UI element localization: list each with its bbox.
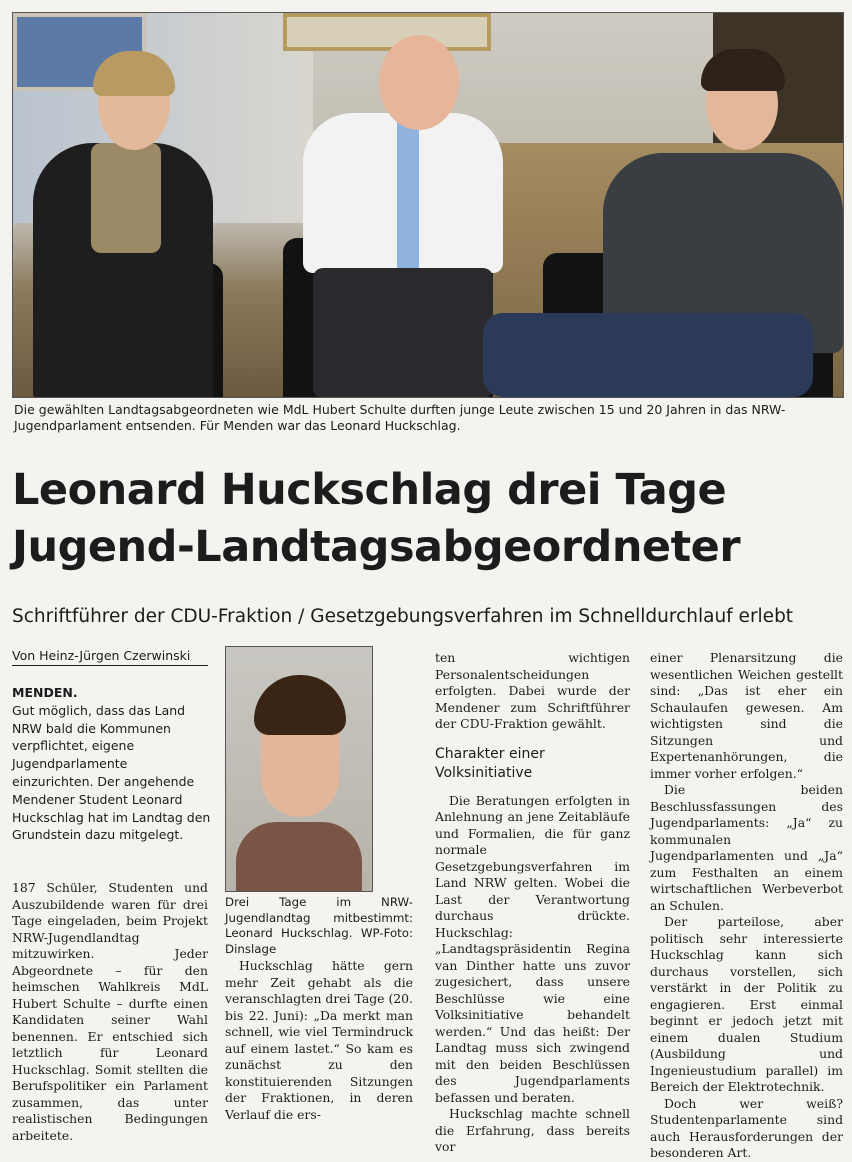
col1-paragraph-1: 187 Schüler, Studenten und Auszubildende waren für drei Tage eingeladen, beim Projekt NRW-Jugendlandtag mitzuwirken. Jeder Abgeordnete – für den heimschen Wahlkreis MdL Hubert Schulte – durfte einen Kandidaten seiner Wahl benennen. Er entschied sich letztlich für Leonard Huckschlag. Somit stellten die Berufspolitiker ein Parlament zusammen, das unter realistischen Bedingungen arbeitete.: [12, 880, 208, 1143]
col4-paragraph-4: Doch wer weiß? Studentenparlamente sind auch Herausforderungen der besonderen Art.: [650, 1095, 843, 1160]
byline: Von Heinz-Jürgen Czerwinski: [12, 648, 208, 666]
col4-paragraph-2: Die beiden Beschlussfassungen des Jugendparlaments: „Ja“ zu kommunalen Jugendparlamenten und „Ja“ zum Festhalten an einem wirtschaftlichen Werbeverbot an Schulen.: [650, 782, 843, 913]
col4-paragraph-1: einer Plenarsitzung die wesentlichen Weichen gestellt sind: „Das ist eher ein Schaulaufen gewesen. Am wichtigsten sind die Sitzungen und Expertenanhörungen, die immer vorher erfolgen.“: [650, 650, 843, 781]
portrait-hair: [254, 675, 346, 735]
photo-politician-trousers: [313, 268, 493, 398]
photo-politician-tie: [397, 118, 419, 268]
article-column-4: [650, 650, 843, 1162]
photo-politician-head: [379, 35, 459, 130]
col3-subhead: Charakter einer Volksinitiative: [435, 745, 545, 781]
lead-paragraph: [12, 684, 212, 844]
lead-text: Gut möglich, dass das Land NRW bald die Kommunen verpflichtet, eigene Jugendparlamente einzurichten. Der angehende Mendener Student Leonard Huckschlag hat im Landtag den Grundstein dazu mitgelegt.: [12, 702, 211, 843]
photo-caption: Die gewählten Landtagsabgeordneten wie MdL Hubert Schulte durften junge Leute zwischen 15 und 20 Jahren in das NRW-Jugendparlament entsenden. Für Menden war das Leonard Huckschlag.: [14, 402, 786, 433]
article-column-2: [225, 958, 413, 1123]
col3-paragraph-2: Die Beratungen erfolgten in Anlehnung an jene Zeitabläufe und Formalien, die für ganz normale Gesetzgebungsverfahren im Land NRW gelten. Wobei die Last der Verantwortung durchaus drückte. Huckschlag: „Landtagspräsidentin Regina van Dinther hatte uns zuvor zugesichert, dass unsere Beschlüsse wie eine Volksinitiative behandelt werden.“ Und das heißt: Der Landtag muss sich zwingend mit den beiden Beschlüssen des Jugendparlaments befassen und beraten.: [435, 792, 630, 1105]
col2-paragraph-1: Huckschlag hätte gern mehr Zeit gehabt als die veranschlagten drei Tage (20. bis 22. Juni): „Da merkt man schnell, wie viel Termindruck auf einem lastet.“ So kam es zunächst zu den konstituierenden Sitzungen der Fraktionen, in deren Verlauf die ers-: [225, 958, 413, 1122]
photo-painting-frame: [283, 13, 491, 51]
headline-line-1: Leonard Huckschlag drei Tage: [12, 465, 727, 515]
col3-paragraph-3: Huckschlag machte schnell die Erfahrung, dass bereits vor: [435, 1106, 630, 1154]
col3-paragraph-1: ten wichtigen Personalentscheidungen erfolgten. Dabei wurde der Mendener zum Schriftführer der CDU-Fraktion gewählt.: [435, 650, 630, 731]
main-photo: [12, 12, 844, 398]
article-column-3: [435, 650, 630, 1156]
portrait-photo: [225, 646, 373, 892]
portrait-caption: Drei Tage im NRW-Jugendlandtag mitbestimmt: Leonard Huckschlag. WP-Foto: Dinslage: [225, 895, 413, 956]
col4-paragraph-3: Der parteilose, aber politisch sehr interessierte Huckschlag kann sich durchaus vorstellen, sich verstärkt in der Politik zu engagieren. Erst einmal beginnt er jedoch jetzt mit einem dualen Studium (Ausbildung und Ingenieustudium parallel) im Bereich der Elektrotechnik.: [650, 914, 843, 1094]
article-column-1: [12, 880, 208, 1144]
subheadline: Schriftführer der CDU-Fraktion / Gesetzgebungsverfahren im Schnelldurchlauf erlebt: [12, 606, 794, 627]
photo-student-jeans: [483, 313, 813, 397]
headline-line-2: Jugend-Landtagsabgeordneter: [12, 522, 741, 572]
headline: [12, 462, 842, 576]
photo-woman-blouse: [91, 143, 161, 253]
portrait-shirt: [236, 822, 362, 892]
dateline: MENDEN.: [12, 685, 78, 700]
